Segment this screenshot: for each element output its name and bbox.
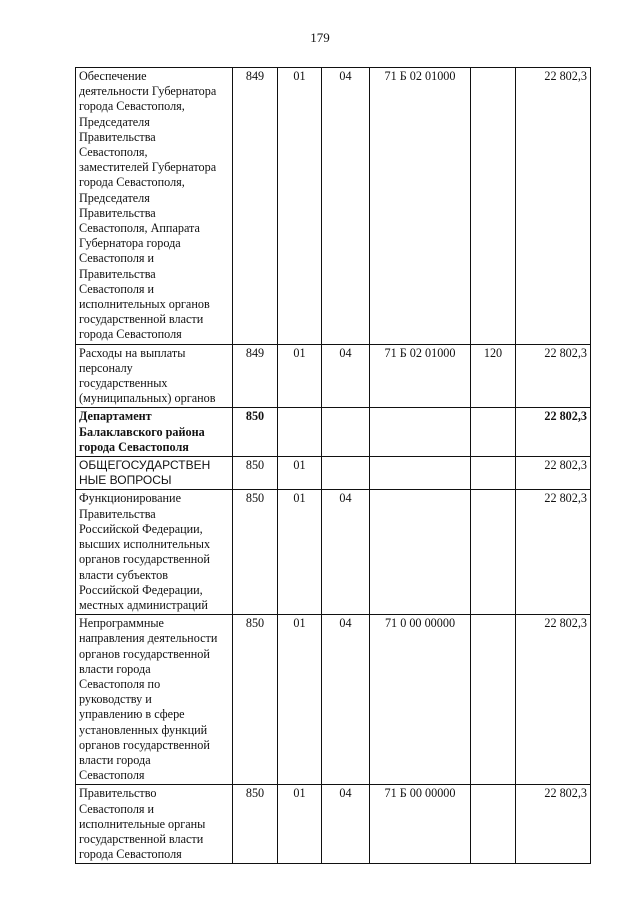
- admin-code: 850: [233, 615, 278, 785]
- target-code: 71 0 00 00000: [370, 615, 471, 785]
- target-code: [370, 490, 471, 615]
- subsection-code: [322, 408, 370, 457]
- amount: 22 802,3: [516, 344, 591, 408]
- admin-code: 850: [233, 785, 278, 864]
- table-row: [76, 408, 591, 457]
- section-code: 01: [278, 457, 322, 490]
- row-name: Департамент Балаклавского района города Севастополя: [76, 408, 233, 457]
- admin-code: 849: [233, 68, 278, 345]
- row-name: Обеспечение деятельности Губернатора города Севастополя, Председателя Правительства Севастополя, заместителей Губернатора города Севастополя, Председателя Правительства Севастополя, Аппарата Губернатора города Севастополя и Правительства Севастополя и исполнительных органов государственной власти города Севастополя: [76, 68, 233, 345]
- section-code: 01: [278, 490, 322, 615]
- target-code: 71 Б 02 01000: [370, 344, 471, 408]
- table-row: [76, 457, 591, 490]
- amount: 22 802,3: [516, 785, 591, 864]
- section-code: 01: [278, 785, 322, 864]
- table-row: [76, 490, 591, 615]
- admin-code: 849: [233, 344, 278, 408]
- target-code: 71 Б 02 01000: [370, 68, 471, 345]
- subsection-code: 04: [322, 785, 370, 864]
- section-code: [278, 408, 322, 457]
- expense-type-code: [471, 615, 516, 785]
- row-name: ОБЩЕГОСУДАРСТВЕН НЫЕ ВОПРОСЫ: [76, 457, 233, 490]
- table-row: [76, 785, 591, 864]
- amount: 22 802,3: [516, 68, 591, 345]
- table-row: [76, 68, 591, 345]
- section-code: 01: [278, 615, 322, 785]
- amount: 22 802,3: [516, 408, 591, 457]
- target-code: [370, 408, 471, 457]
- table-row: [76, 615, 591, 785]
- row-name: Функционирование Правительства Российской Федерации, высших исполнительных органов государственной власти субъектов Российской Федерации, местных администраций: [76, 490, 233, 615]
- amount: 22 802,3: [516, 490, 591, 615]
- amount: 22 802,3: [516, 615, 591, 785]
- subsection-code: 04: [322, 615, 370, 785]
- subsection-code: 04: [322, 68, 370, 345]
- admin-code: 850: [233, 408, 278, 457]
- row-name: Непрограммные направления деятельности органов государственной власти города Севастополя по руководству и управлению в сфере установленных функций органов государственной власти города Севастополя: [76, 615, 233, 785]
- page-number: 179: [310, 30, 330, 45]
- amount: 22 802,3: [516, 457, 591, 490]
- target-code: [370, 457, 471, 490]
- section-code: 01: [278, 344, 322, 408]
- expense-type-code: [471, 785, 516, 864]
- subsection-code: 04: [322, 344, 370, 408]
- expense-type-code: [471, 68, 516, 345]
- subsection-code: [322, 457, 370, 490]
- budget-table: [75, 67, 591, 864]
- admin-code: 850: [233, 490, 278, 615]
- subsection-code: 04: [322, 490, 370, 615]
- expense-type-code: 120: [471, 344, 516, 408]
- admin-code: 850: [233, 457, 278, 490]
- table-row: [76, 344, 591, 408]
- row-name: Правительство Севастополя и исполнительные органы государственной власти города Севастополя: [76, 785, 233, 864]
- section-code: 01: [278, 68, 322, 345]
- expense-type-code: [471, 408, 516, 457]
- target-code: 71 Б 00 00000: [370, 785, 471, 864]
- expense-type-code: [471, 490, 516, 615]
- expense-type-code: [471, 457, 516, 490]
- row-name: Расходы на выплаты персоналу государственных (муниципальных) органов: [76, 344, 233, 408]
